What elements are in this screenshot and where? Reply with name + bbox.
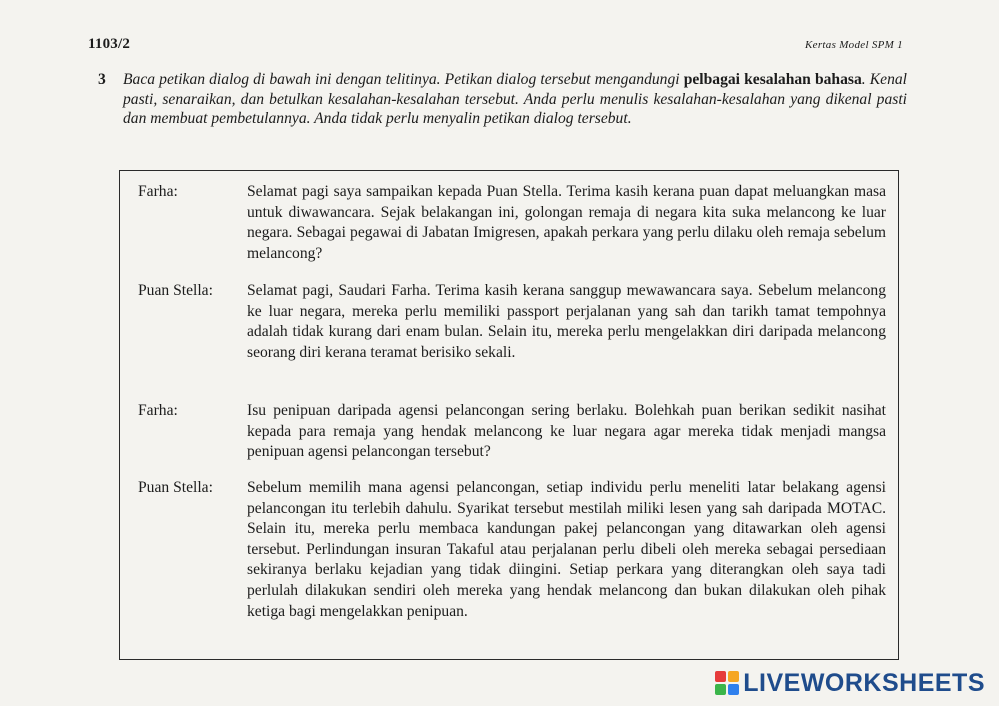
- paper-name: Kertas Model SPM 1: [805, 39, 903, 51]
- logo-square-2: [728, 671, 739, 682]
- brand-text: LIVEWORKSHEETS: [743, 668, 985, 697]
- dialog-box: [119, 170, 899, 660]
- paper-code: 1103/2: [88, 36, 131, 52]
- page-header: [88, 36, 903, 58]
- question-block: [98, 70, 907, 129]
- logo-square-4: [728, 684, 739, 695]
- speech-text: Selamat pagi saya sampaikan kepada Puan Stella. Terima kasih kerana puan dapat meluangkan masa untuk diwawancara. Sejak belakangan ini, golongan remaja di negara kita suka melancong ke luar negara. Sebagai pegawai di Jabatan Imigresen, apakah perkara yang perlu dilaku oleh remaja sebelum melancong?: [247, 183, 886, 262]
- liveworksheets-watermark: [714, 670, 985, 696]
- speech-text: Isu penipuan daripada agensi pelancongan sering berlaku. Bolehkah puan berikan sedikit nasihat kepada para remaja yang hendak melancong ke luar negara agar mereka tidak menjadi mangsa penipuan agensi pelancongan tersebut?: [247, 402, 886, 461]
- instruction-part1: Baca petikan dialog di bawah ini dengan telitinya. Petikan dialog tersebut mengandungi: [123, 71, 684, 88]
- question-instruction: [123, 70, 907, 129]
- liveworksheets-logo-icon: [714, 670, 740, 696]
- speech-text: Selamat pagi, Saudari Farha. Terima kasih kerana sanggup mewawancara saya. Sebelum melancong ke luar negara, mereka perlu memiliki passport perjalanan yang sah dan tarikh tamat tempohnya adalah tidak kurang dari enam bulan. Selain itu, mereka perlu mengelakkan diri daripada melancong seorang diri kerana teramat berisiko sekali.: [247, 282, 886, 361]
- speech-text: Sebelum memilih mana agensi pelancongan, setiap individu perlu meneliti latar belakang agensi pelancongan itu terlebih dahulu. Syarikat tersebut mestilah miliki lesen yang sah daripada MOTAC. Selain itu, mereka perlu membaca kandungan pakej pelancongan yang ditawarkan oleh agensi tersebut. Perlindungan insuran Takaful atau perjalanan perlu dibeli oleh mereka sebagai persediaan sekiranya berlaku kejadian yang tidak diingini. Setiap perkara yang diterangkan oleh saya tadi perlulah dilakukan sendiri oleh mereka yang hendak melancong dan bukan dilakukan oleh pihak ketiga bagi mengelakkan penipuan.: [247, 479, 886, 620]
- logo-square-3: [715, 684, 726, 695]
- question-number: 3: [98, 71, 106, 88]
- speaker-label: Farha:: [138, 402, 178, 419]
- speaker-label: Farha:: [138, 183, 178, 200]
- speaker-label: Puan Stella:: [138, 282, 213, 299]
- instruction-part2: . Kenal pasti, senaraikan, dan betulkan kesalahan-kesalahan tersebut. Anda perlu menulis kesalahan-kesalahan yang dikenal pasti dan membuat pembetulannya. Anda tidak perlu menyalin petikan dialog tersebut.: [123, 71, 907, 127]
- speaker-label: Puan Stella:: [138, 479, 213, 496]
- instruction-bold: pelbagai kesalahan bahasa: [683, 71, 862, 88]
- logo-square-1: [715, 671, 726, 682]
